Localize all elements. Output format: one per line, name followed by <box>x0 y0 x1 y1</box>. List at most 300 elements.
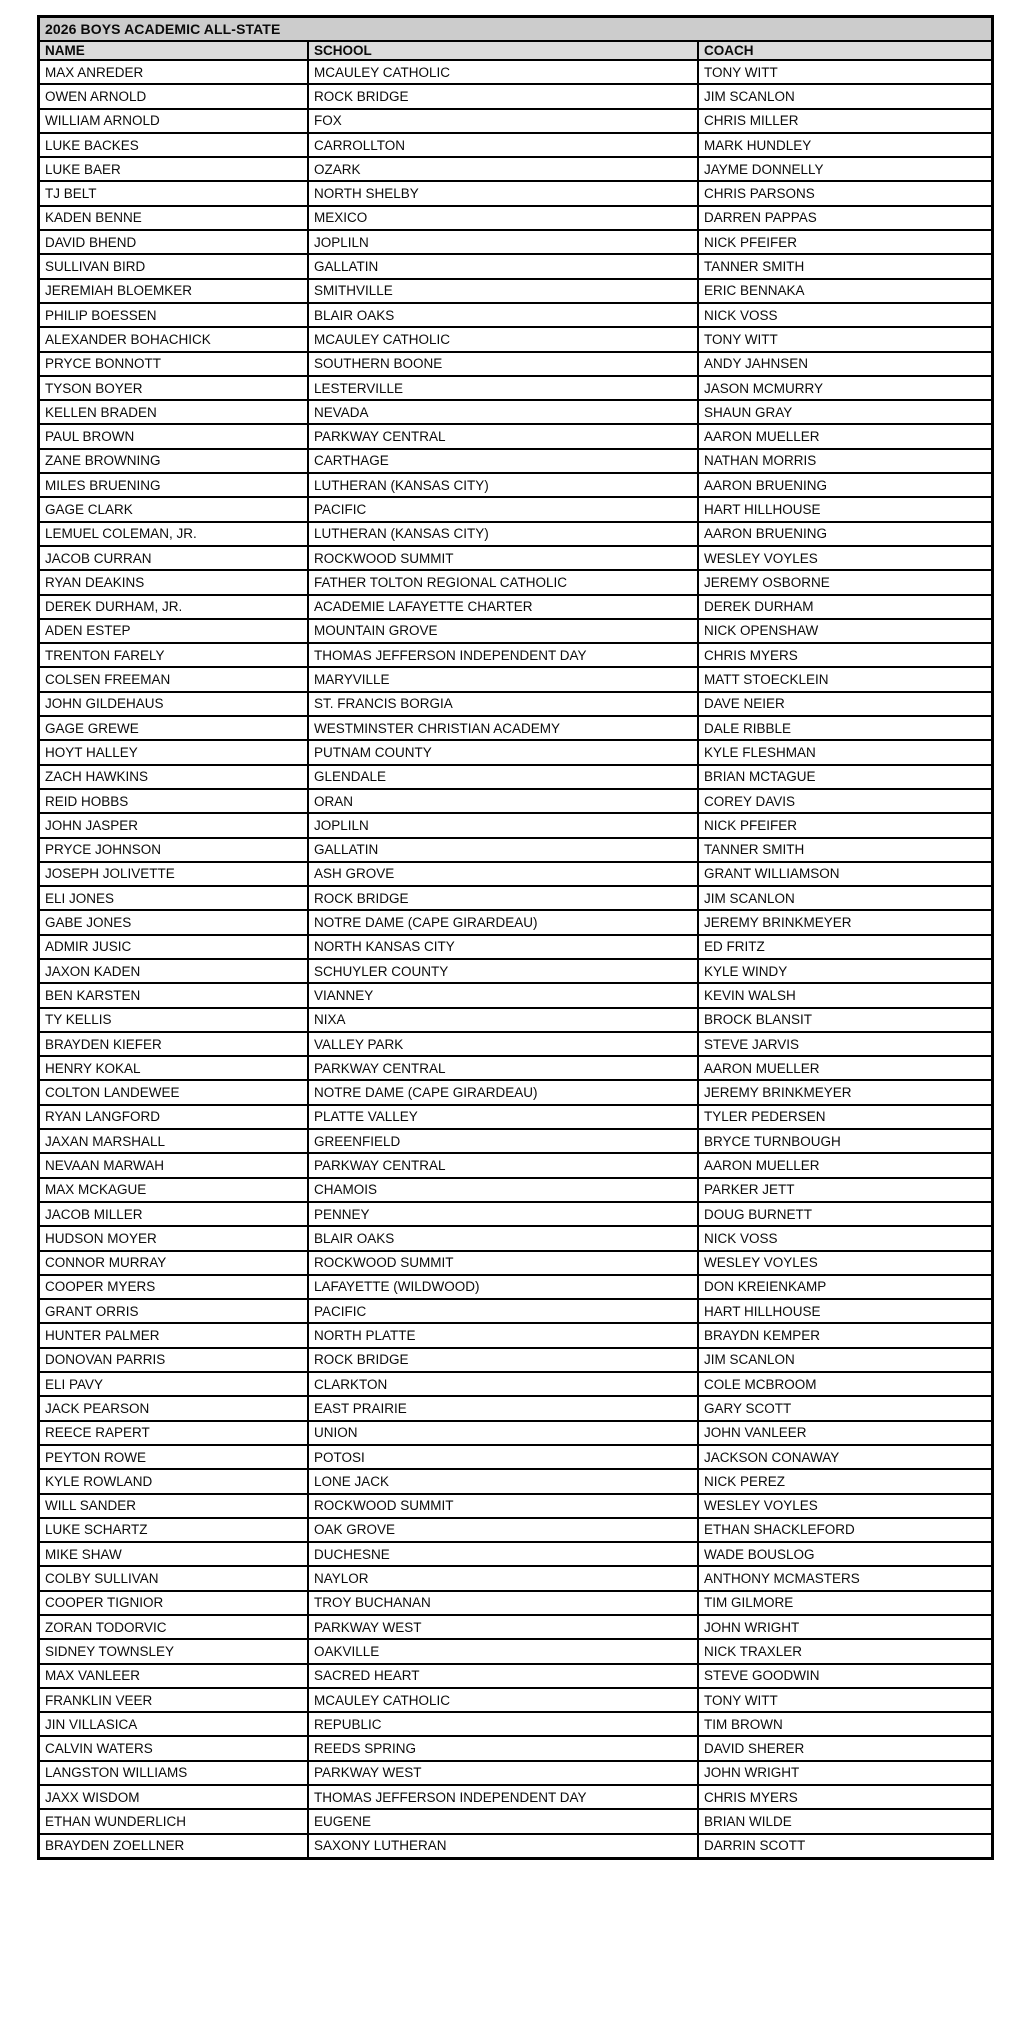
cell-school: SAXONY LUTHERAN <box>308 1834 698 1858</box>
cell-coach: JOHN VANLEER <box>698 1421 992 1445</box>
cell-school: JOPLILN <box>308 230 698 254</box>
table-row <box>39 838 992 862</box>
column-header-coach: COACH <box>698 41 992 60</box>
cell-name: SIDNEY TOWNSLEY <box>39 1639 308 1663</box>
cell-coach: STEVE GOODWIN <box>698 1664 992 1688</box>
cell-name: REECE RAPERT <box>39 1421 308 1445</box>
table-row <box>39 1445 992 1469</box>
cell-school: PARKWAY WEST <box>308 1615 698 1639</box>
cell-name: LUKE BACKES <box>39 133 308 157</box>
cell-coach: COREY DAVIS <box>698 789 992 813</box>
cell-school: ACADEMIE LAFAYETTE CHARTER <box>308 595 698 619</box>
cell-name: ALEXANDER BOHACHICK <box>39 327 308 351</box>
cell-school: CHAMOIS <box>308 1178 698 1202</box>
cell-coach: COLE MCBROOM <box>698 1372 992 1396</box>
cell-school: OAKVILLE <box>308 1639 698 1663</box>
table-row <box>39 1032 992 1056</box>
cell-school: ROCKWOOD SUMMIT <box>308 546 698 570</box>
cell-name: GAGE GREWE <box>39 716 308 740</box>
cell-coach: TIM BROWN <box>698 1712 992 1736</box>
cell-school: GALLATIN <box>308 254 698 278</box>
cell-name: COLBY SULLIVAN <box>39 1566 308 1590</box>
cell-coach: CHRIS MYERS <box>698 1785 992 1809</box>
cell-school: MCAULEY CATHOLIC <box>308 60 698 84</box>
cell-coach: NICK PEREZ <box>698 1469 992 1493</box>
cell-coach: JACKSON CONAWAY <box>698 1445 992 1469</box>
table-row <box>39 1421 992 1445</box>
table-row <box>39 1008 992 1032</box>
cell-name: BRAYDEN KIEFER <box>39 1032 308 1056</box>
cell-coach: KEVIN WALSH <box>698 983 992 1007</box>
cell-name: JEREMIAH BLOEMKER <box>39 279 308 303</box>
cell-name: JACOB MILLER <box>39 1202 308 1226</box>
cell-coach: ED FRITZ <box>698 935 992 959</box>
cell-name: DONOVAN PARRIS <box>39 1348 308 1372</box>
table-row <box>39 1518 992 1542</box>
table-row <box>39 570 992 594</box>
cell-school: ASH GROVE <box>308 862 698 886</box>
cell-name: JOSEPH JOLIVETTE <box>39 862 308 886</box>
cell-name: LANGSTON WILLIAMS <box>39 1761 308 1785</box>
cell-school: EUGENE <box>308 1809 698 1833</box>
cell-name: ETHAN WUNDERLICH <box>39 1809 308 1833</box>
cell-coach: TANNER SMITH <box>698 838 992 862</box>
cell-coach: JIM SCANLON <box>698 84 992 108</box>
cell-school: PARKWAY CENTRAL <box>308 1153 698 1177</box>
table-row <box>39 789 992 813</box>
cell-coach: TYLER PEDERSEN <box>698 1105 992 1129</box>
cell-coach: DARREN PAPPAS <box>698 206 992 230</box>
cell-name: HENRY KOKAL <box>39 1056 308 1080</box>
cell-school: GALLATIN <box>308 838 698 862</box>
cell-name: NEVAAN MARWAH <box>39 1153 308 1177</box>
cell-coach: CHRIS MYERS <box>698 643 992 667</box>
cell-school: OAK GROVE <box>308 1518 698 1542</box>
table-row <box>39 667 992 691</box>
cell-name: PAUL BROWN <box>39 424 308 448</box>
table-row <box>39 1591 992 1615</box>
table-row <box>39 133 992 157</box>
table-row <box>39 1080 992 1104</box>
cell-name: JACOB CURRAN <box>39 546 308 570</box>
cell-coach: ETHAN SHACKLEFORD <box>698 1518 992 1542</box>
cell-coach: JEREMY BRINKMEYER <box>698 910 992 934</box>
cell-coach: JASON MCMURRY <box>698 376 992 400</box>
table-row <box>39 1639 992 1663</box>
cell-coach: NICK PFEIFER <box>698 230 992 254</box>
table-row <box>39 910 992 934</box>
table-row <box>39 230 992 254</box>
cell-name: HUDSON MOYER <box>39 1226 308 1250</box>
cell-school: REPUBLIC <box>308 1712 698 1736</box>
cell-name: JOHN JASPER <box>39 813 308 837</box>
table-row <box>39 1834 992 1858</box>
cell-name: KYLE ROWLAND <box>39 1469 308 1493</box>
cell-coach: DALE RIBBLE <box>698 716 992 740</box>
cell-school: MEXICO <box>308 206 698 230</box>
cell-school: MOUNTAIN GROVE <box>308 619 698 643</box>
table-row <box>39 497 992 521</box>
table-row <box>39 279 992 303</box>
cell-coach: DON KREIENKAMP <box>698 1275 992 1299</box>
table-row <box>39 1542 992 1566</box>
table-row <box>39 522 992 546</box>
cell-school: PARKWAY WEST <box>308 1761 698 1785</box>
cell-coach: BRAYDN KEMPER <box>698 1323 992 1347</box>
cell-coach: NATHAN MORRIS <box>698 449 992 473</box>
cell-coach: TONY WITT <box>698 1688 992 1712</box>
cell-name: KADEN BENNE <box>39 206 308 230</box>
table-row <box>39 886 992 910</box>
cell-coach: AARON MUELLER <box>698 1153 992 1177</box>
table-row <box>39 1615 992 1639</box>
cell-school: POTOSI <box>308 1445 698 1469</box>
cell-name: JAXON KADEN <box>39 959 308 983</box>
cell-name: PEYTON ROWE <box>39 1445 308 1469</box>
table-row <box>39 157 992 181</box>
cell-school: UNION <box>308 1421 698 1445</box>
cell-coach: BRIAN WILDE <box>698 1809 992 1833</box>
cell-coach: JAYME DONNELLY <box>698 157 992 181</box>
cell-name: LUKE SCHARTZ <box>39 1518 308 1542</box>
cell-school: FOX <box>308 109 698 133</box>
cell-name: GRANT ORRIS <box>39 1299 308 1323</box>
cell-name: REID HOBBS <box>39 789 308 813</box>
cell-school: ST. FRANCIS BORGIA <box>308 692 698 716</box>
cell-school: CLARKTON <box>308 1372 698 1396</box>
cell-name: HOYT HALLEY <box>39 740 308 764</box>
cell-school: NORTH KANSAS CITY <box>308 935 698 959</box>
cell-coach: TANNER SMITH <box>698 254 992 278</box>
table-row <box>39 740 992 764</box>
cell-name: TYSON BOYER <box>39 376 308 400</box>
table-row <box>39 1299 992 1323</box>
cell-coach: ANTHONY MCMASTERS <box>698 1566 992 1590</box>
cell-name: HUNTER PALMER <box>39 1323 308 1347</box>
cell-name: TRENTON FARELY <box>39 643 308 667</box>
cell-coach: WESLEY VOYLES <box>698 546 992 570</box>
cell-school: LUTHERAN (KANSAS CITY) <box>308 473 698 497</box>
table-title: 2026 BOYS ACADEMIC ALL-STATE <box>39 17 992 41</box>
cell-coach: JEREMY BRINKMEYER <box>698 1080 992 1104</box>
cell-school: NOTRE DAME (CAPE GIRARDEAU) <box>308 910 698 934</box>
cell-name: JIN VILLASICA <box>39 1712 308 1736</box>
cell-coach: NICK TRAXLER <box>698 1639 992 1663</box>
table-row <box>39 1664 992 1688</box>
cell-name: MILES BRUENING <box>39 473 308 497</box>
cell-school: JOPLILN <box>308 813 698 837</box>
table-row <box>39 1348 992 1372</box>
table-row <box>39 935 992 959</box>
table-row <box>39 1372 992 1396</box>
cell-coach: NICK OPENSHAW <box>698 619 992 643</box>
cell-name: CONNOR MURRAY <box>39 1251 308 1275</box>
cell-school: SACRED HEART <box>308 1664 698 1688</box>
cell-coach: AARON BRUENING <box>698 522 992 546</box>
cell-school: GREENFIELD <box>308 1129 698 1153</box>
cell-name: ADEN ESTEP <box>39 619 308 643</box>
table-row <box>39 813 992 837</box>
cell-name: PRYCE BONNOTT <box>39 352 308 376</box>
cell-name: KELLEN BRADEN <box>39 400 308 424</box>
table-row <box>39 619 992 643</box>
table-row <box>39 473 992 497</box>
cell-school: ROCKWOOD SUMMIT <box>308 1494 698 1518</box>
cell-coach: BROCK BLANSIT <box>698 1008 992 1032</box>
cell-school: BLAIR OAKS <box>308 1226 698 1250</box>
cell-school: VIANNEY <box>308 983 698 1007</box>
cell-name: OWEN ARNOLD <box>39 84 308 108</box>
cell-school: PLATTE VALLEY <box>308 1105 698 1129</box>
table-row <box>39 1153 992 1177</box>
cell-name: RYAN LANGFORD <box>39 1105 308 1129</box>
table-row <box>39 376 992 400</box>
cell-coach: ANDY JAHNSEN <box>698 352 992 376</box>
cell-name: COOPER TIGNIOR <box>39 1591 308 1615</box>
cell-school: REEDS SPRING <box>308 1736 698 1760</box>
table-row <box>39 1494 992 1518</box>
cell-name: BEN KARSTEN <box>39 983 308 1007</box>
cell-school: PACIFIC <box>308 1299 698 1323</box>
table-row <box>39 1736 992 1760</box>
cell-name: PHILIP BOESSEN <box>39 303 308 327</box>
table-row <box>39 60 992 84</box>
cell-school: FATHER TOLTON REGIONAL CATHOLIC <box>308 570 698 594</box>
cell-school: SCHUYLER COUNTY <box>308 959 698 983</box>
cell-name: ADMIR JUSIC <box>39 935 308 959</box>
cell-name: ZORAN TODORVIC <box>39 1615 308 1639</box>
cell-coach: GRANT WILLIAMSON <box>698 862 992 886</box>
cell-school: GLENDALE <box>308 765 698 789</box>
table-row <box>39 1785 992 1809</box>
cell-coach: SHAUN GRAY <box>698 400 992 424</box>
table-row <box>39 109 992 133</box>
table-row <box>39 765 992 789</box>
table-row <box>39 1396 992 1420</box>
cell-coach: WADE BOUSLOG <box>698 1542 992 1566</box>
cell-name: RYAN DEAKINS <box>39 570 308 594</box>
cell-name: FRANKLIN VEER <box>39 1688 308 1712</box>
table-row <box>39 983 992 1007</box>
cell-school: CARROLLTON <box>308 133 698 157</box>
cell-name: WILLIAM ARNOLD <box>39 109 308 133</box>
cell-school: ROCK BRIDGE <box>308 886 698 910</box>
cell-coach: TONY WITT <box>698 60 992 84</box>
table-row <box>39 327 992 351</box>
cell-name: TY KELLIS <box>39 1008 308 1032</box>
cell-coach: JIM SCANLON <box>698 886 992 910</box>
cell-school: CARTHAGE <box>308 449 698 473</box>
table-row <box>39 1712 992 1736</box>
cell-coach: JOHN WRIGHT <box>698 1761 992 1785</box>
cell-coach: TONY WITT <box>698 327 992 351</box>
cell-school: LUTHERAN (KANSAS CITY) <box>308 522 698 546</box>
column-header-school: SCHOOL <box>308 41 698 60</box>
cell-school: ROCK BRIDGE <box>308 1348 698 1372</box>
cell-school: NEVADA <box>308 400 698 424</box>
table-row <box>39 959 992 983</box>
cell-name: LUKE BAER <box>39 157 308 181</box>
cell-coach: AARON MUELLER <box>698 424 992 448</box>
table-row <box>39 546 992 570</box>
table-row <box>39 254 992 278</box>
cell-name: WILL SANDER <box>39 1494 308 1518</box>
cell-coach: TIM GILMORE <box>698 1591 992 1615</box>
cell-name: BRAYDEN ZOELLNER <box>39 1834 308 1858</box>
table-row <box>39 862 992 886</box>
table-row <box>39 1105 992 1129</box>
cell-coach: BRIAN MCTAGUE <box>698 765 992 789</box>
table-title-row <box>39 17 992 41</box>
cell-school: PENNEY <box>308 1202 698 1226</box>
cell-school: MCAULEY CATHOLIC <box>308 1688 698 1712</box>
cell-name: DEREK DURHAM, JR. <box>39 595 308 619</box>
cell-name: GAGE CLARK <box>39 497 308 521</box>
cell-school: MCAULEY CATHOLIC <box>308 327 698 351</box>
table-row <box>39 424 992 448</box>
cell-coach: KYLE WINDY <box>698 959 992 983</box>
cell-coach: NICK PFEIFER <box>698 813 992 837</box>
cell-coach: DAVE NEIER <box>698 692 992 716</box>
academic-all-state-table <box>37 15 994 1860</box>
cell-coach: PARKER JETT <box>698 1178 992 1202</box>
table-row <box>39 352 992 376</box>
cell-school: ORAN <box>308 789 698 813</box>
cell-school: ROCK BRIDGE <box>308 84 698 108</box>
cell-coach: DARRIN SCOTT <box>698 1834 992 1858</box>
cell-coach: MARK HUNDLEY <box>698 133 992 157</box>
cell-coach: BRYCE TURNBOUGH <box>698 1129 992 1153</box>
cell-coach: ERIC BENNAKA <box>698 279 992 303</box>
cell-name: GABE JONES <box>39 910 308 934</box>
cell-name: TJ BELT <box>39 181 308 205</box>
cell-school: BLAIR OAKS <box>308 303 698 327</box>
cell-coach: CHRIS PARSONS <box>698 181 992 205</box>
table-row <box>39 1226 992 1250</box>
cell-name: MAX VANLEER <box>39 1664 308 1688</box>
cell-name: COOPER MYERS <box>39 1275 308 1299</box>
cell-coach: DOUG BURNETT <box>698 1202 992 1226</box>
cell-school: NAYLOR <box>308 1566 698 1590</box>
table-row <box>39 1129 992 1153</box>
cell-coach: CHRIS MILLER <box>698 109 992 133</box>
cell-school: PUTNAM COUNTY <box>308 740 698 764</box>
cell-name: ELI JONES <box>39 886 308 910</box>
cell-school: VALLEY PARK <box>308 1032 698 1056</box>
cell-school: NOTRE DAME (CAPE GIRARDEAU) <box>308 1080 698 1104</box>
cell-school: PARKWAY CENTRAL <box>308 424 698 448</box>
cell-name: JAXX WISDOM <box>39 1785 308 1809</box>
table-row <box>39 1761 992 1785</box>
column-header-name: NAME <box>39 41 308 60</box>
table-row <box>39 1469 992 1493</box>
cell-school: LAFAYETTE (WILDWOOD) <box>308 1275 698 1299</box>
cell-name: LEMUEL COLEMAN, JR. <box>39 522 308 546</box>
table-row <box>39 1323 992 1347</box>
cell-school: THOMAS JEFFERSON INDEPENDENT DAY <box>308 643 698 667</box>
cell-coach: AARON MUELLER <box>698 1056 992 1080</box>
cell-coach: GARY SCOTT <box>698 1396 992 1420</box>
cell-coach: MATT STOECKLEIN <box>698 667 992 691</box>
table-row <box>39 1275 992 1299</box>
cell-school: OZARK <box>308 157 698 181</box>
cell-school: ROCKWOOD SUMMIT <box>308 1251 698 1275</box>
cell-coach: DEREK DURHAM <box>698 595 992 619</box>
table-row <box>39 1251 992 1275</box>
cell-school: PACIFIC <box>308 497 698 521</box>
table-row <box>39 595 992 619</box>
table-row <box>39 1056 992 1080</box>
cell-coach: JIM SCANLON <box>698 1348 992 1372</box>
cell-coach: JOHN WRIGHT <box>698 1615 992 1639</box>
cell-coach: NICK VOSS <box>698 303 992 327</box>
table-body <box>39 60 992 1858</box>
cell-school: NORTH PLATTE <box>308 1323 698 1347</box>
cell-school: LONE JACK <box>308 1469 698 1493</box>
cell-school: PARKWAY CENTRAL <box>308 1056 698 1080</box>
column-header-row <box>39 41 992 60</box>
cell-coach: DAVID SHERER <box>698 1736 992 1760</box>
table-row <box>39 692 992 716</box>
cell-school: EAST PRAIRIE <box>308 1396 698 1420</box>
cell-coach: WESLEY VOYLES <box>698 1494 992 1518</box>
table-row <box>39 449 992 473</box>
cell-coach: WESLEY VOYLES <box>698 1251 992 1275</box>
cell-coach: HART HILLHOUSE <box>698 1299 992 1323</box>
table-row <box>39 1688 992 1712</box>
cell-coach: JEREMY OSBORNE <box>698 570 992 594</box>
table-row <box>39 1202 992 1226</box>
cell-school: NORTH SHELBY <box>308 181 698 205</box>
cell-coach: NICK VOSS <box>698 1226 992 1250</box>
cell-name: JOHN GILDEHAUS <box>39 692 308 716</box>
cell-name: PRYCE JOHNSON <box>39 838 308 862</box>
cell-school: SOUTHERN BOONE <box>308 352 698 376</box>
cell-school: SMITHVILLE <box>308 279 698 303</box>
table-row <box>39 181 992 205</box>
cell-name: JACK PEARSON <box>39 1396 308 1420</box>
cell-school: LESTERVILLE <box>308 376 698 400</box>
cell-name: COLSEN FREEMAN <box>39 667 308 691</box>
table-row <box>39 1566 992 1590</box>
table-row <box>39 1809 992 1833</box>
table-row <box>39 206 992 230</box>
table-row <box>39 303 992 327</box>
cell-coach: STEVE JARVIS <box>698 1032 992 1056</box>
cell-school: MARYVILLE <box>308 667 698 691</box>
cell-name: SULLIVAN BIRD <box>39 254 308 278</box>
cell-name: CALVIN WATERS <box>39 1736 308 1760</box>
cell-school: DUCHESNE <box>308 1542 698 1566</box>
cell-school: NIXA <box>308 1008 698 1032</box>
cell-name: ZANE BROWNING <box>39 449 308 473</box>
table-row <box>39 400 992 424</box>
cell-name: DAVID BHEND <box>39 230 308 254</box>
table-row <box>39 643 992 667</box>
cell-name: ZACH HAWKINS <box>39 765 308 789</box>
cell-school: THOMAS JEFFERSON INDEPENDENT DAY <box>308 1785 698 1809</box>
cell-school: TROY BUCHANAN <box>308 1591 698 1615</box>
cell-name: MIKE SHAW <box>39 1542 308 1566</box>
cell-name: COLTON LANDEWEE <box>39 1080 308 1104</box>
cell-coach: KYLE FLESHMAN <box>698 740 992 764</box>
cell-name: MAX ANREDER <box>39 60 308 84</box>
cell-name: MAX MCKAGUE <box>39 1178 308 1202</box>
cell-coach: AARON BRUENING <box>698 473 992 497</box>
cell-school: WESTMINSTER CHRISTIAN ACADEMY <box>308 716 698 740</box>
table-row <box>39 716 992 740</box>
table-row <box>39 84 992 108</box>
